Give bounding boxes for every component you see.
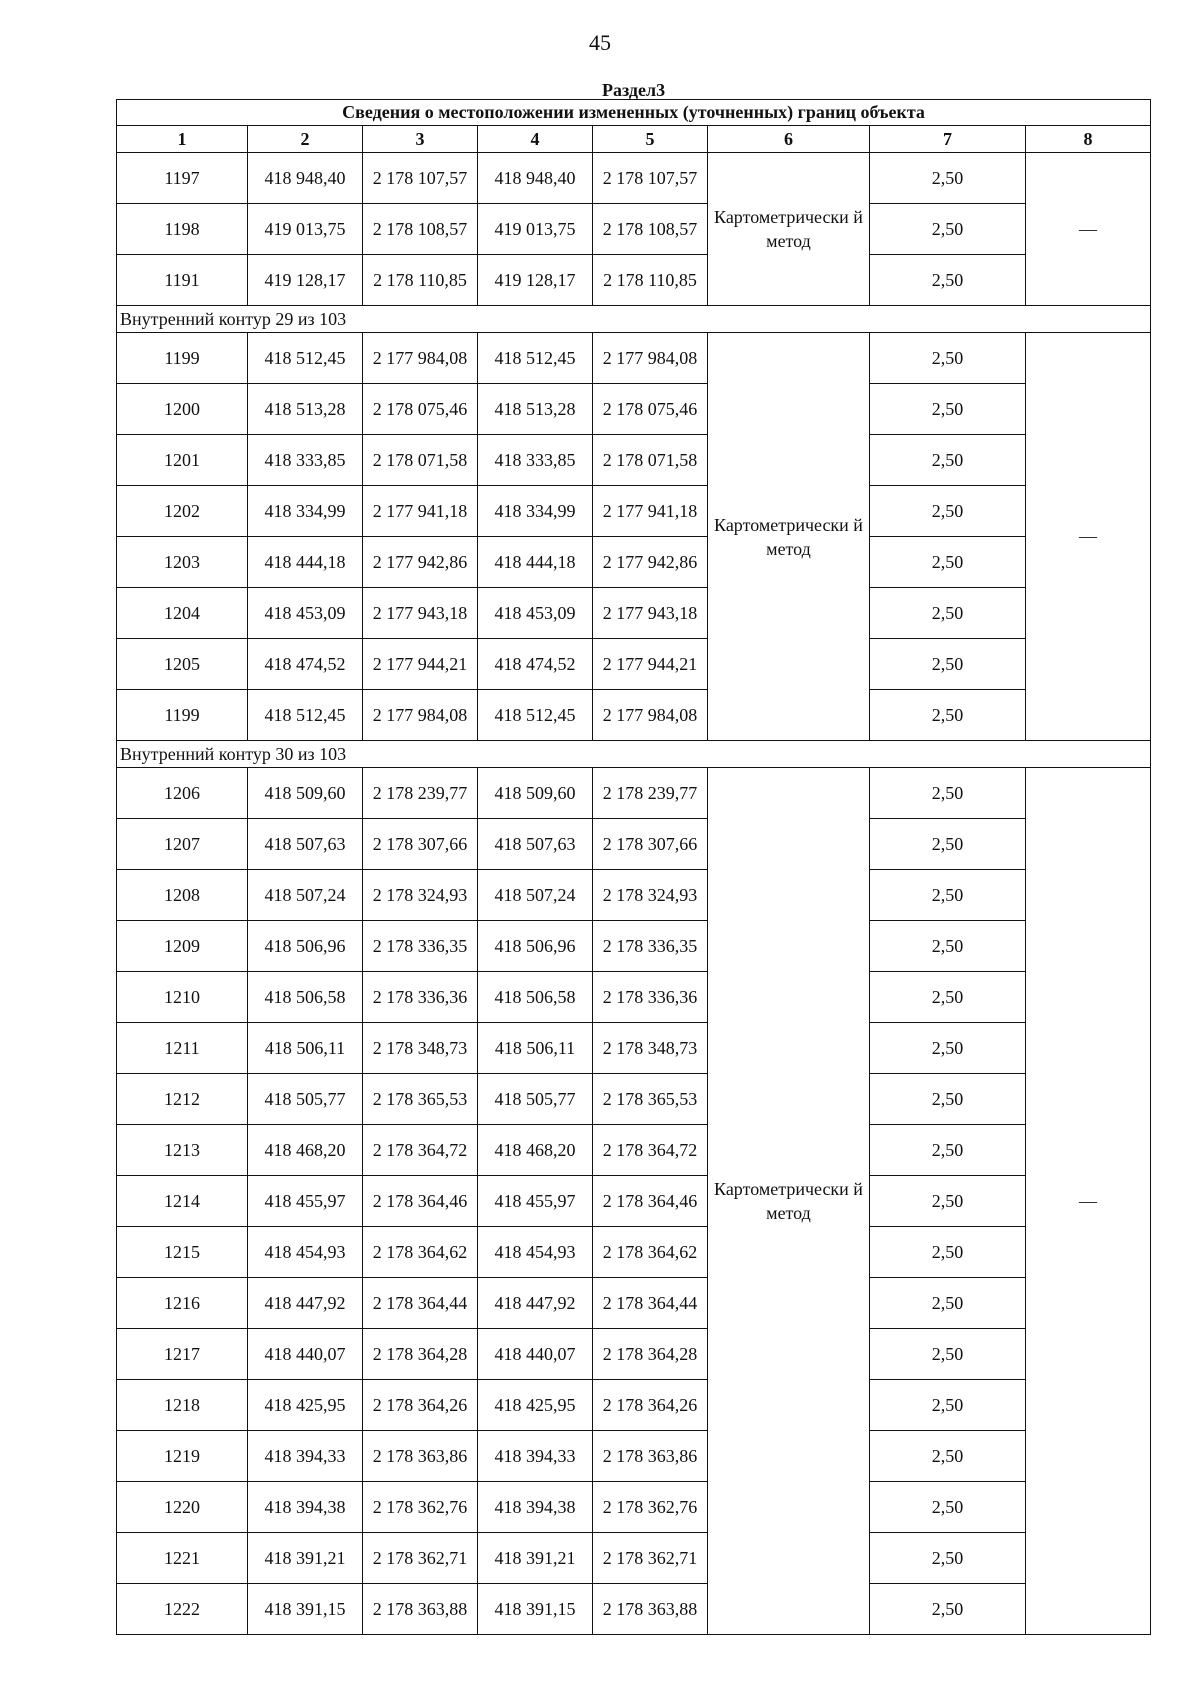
y-existing-cell: 2 178 239,77 [363, 768, 478, 819]
y-refined-cell: 2 178 364,28 [593, 1329, 708, 1380]
x-existing-cell: 419 128,17 [248, 255, 363, 306]
table-row [117, 204, 1151, 255]
y-existing-cell: 2 178 364,28 [363, 1329, 478, 1380]
y-refined-cell: 2 178 364,26 [593, 1380, 708, 1431]
accuracy-cell: 2,50 [870, 1380, 1026, 1431]
y-refined-cell: 2 178 324,93 [593, 870, 708, 921]
y-existing-cell: 2 178 362,71 [363, 1533, 478, 1584]
x-refined-cell: 418 447,92 [478, 1278, 593, 1329]
x-refined-cell: 418 474,52 [478, 639, 593, 690]
y-refined-cell: 2 178 108,57 [593, 204, 708, 255]
table-row [117, 1329, 1151, 1380]
y-refined-cell: 2 178 239,77 [593, 768, 708, 819]
table-row [117, 1380, 1151, 1431]
table-row [117, 537, 1151, 588]
x-existing-cell: 418 333,85 [248, 435, 363, 486]
point-number-cell: 1213 [117, 1125, 248, 1176]
x-refined-cell: 418 468,20 [478, 1125, 593, 1176]
accuracy-cell: 2,50 [870, 1278, 1026, 1329]
x-existing-cell: 418 509,60 [248, 768, 363, 819]
y-existing-cell: 2 177 943,18 [363, 588, 478, 639]
x-existing-cell: 418 468,20 [248, 1125, 363, 1176]
y-refined-cell: 2 177 984,08 [593, 333, 708, 384]
table-row [117, 1533, 1151, 1584]
y-refined-cell: 2 178 348,73 [593, 1023, 708, 1074]
x-refined-cell: 418 512,45 [478, 333, 593, 384]
x-refined-cell: 418 509,60 [478, 768, 593, 819]
dash-cell: — [1026, 153, 1151, 306]
y-refined-cell: 2 177 942,86 [593, 537, 708, 588]
x-existing-cell: 418 391,21 [248, 1533, 363, 1584]
method-cell: Картометрически й метод [708, 333, 870, 741]
y-existing-cell: 2 178 108,57 [363, 204, 478, 255]
x-existing-cell: 418 440,07 [248, 1329, 363, 1380]
point-number-cell: 1205 [117, 639, 248, 690]
y-refined-cell: 2 177 943,18 [593, 588, 708, 639]
y-existing-cell: 2 178 348,73 [363, 1023, 478, 1074]
table-row [117, 1023, 1151, 1074]
accuracy-cell: 2,50 [870, 768, 1026, 819]
accuracy-cell: 2,50 [870, 435, 1026, 486]
dash-cell: — [1026, 333, 1151, 741]
accuracy-cell: 2,50 [870, 1074, 1026, 1125]
x-refined-cell: 418 507,24 [478, 870, 593, 921]
contour-header-row [117, 306, 1151, 333]
point-number-cell: 1203 [117, 537, 248, 588]
accuracy-cell: 2,50 [870, 1227, 1026, 1278]
x-existing-cell: 418 506,58 [248, 972, 363, 1023]
y-refined-cell: 2 178 362,71 [593, 1533, 708, 1584]
y-existing-cell: 2 178 075,46 [363, 384, 478, 435]
x-refined-cell: 418 506,96 [478, 921, 593, 972]
x-existing-cell: 419 013,75 [248, 204, 363, 255]
x-existing-cell: 418 506,96 [248, 921, 363, 972]
y-existing-cell: 2 178 362,76 [363, 1482, 478, 1533]
column-number-row [117, 126, 1151, 153]
x-existing-cell: 418 447,92 [248, 1278, 363, 1329]
boundary-coordinates-table [116, 81, 1151, 1635]
x-refined-cell: 418 333,85 [478, 435, 593, 486]
point-number-cell: 1197 [117, 153, 248, 204]
contour-label: Внутренний контур 29 из 103 [117, 306, 1151, 333]
point-number-cell: 1210 [117, 972, 248, 1023]
point-number-cell: 1204 [117, 588, 248, 639]
accuracy-cell: 2,50 [870, 204, 1026, 255]
x-refined-cell: 418 334,99 [478, 486, 593, 537]
x-existing-cell: 418 425,95 [248, 1380, 363, 1431]
column-number: 6 [708, 126, 870, 153]
column-number: 5 [593, 126, 708, 153]
point-number-cell: 1199 [117, 333, 248, 384]
x-existing-cell: 418 391,15 [248, 1584, 363, 1635]
table-row [117, 1125, 1151, 1176]
point-number-cell: 1220 [117, 1482, 248, 1533]
point-number-cell: 1209 [117, 921, 248, 972]
column-number: 3 [363, 126, 478, 153]
accuracy-cell: 2,50 [870, 1176, 1026, 1227]
x-refined-cell: 418 391,21 [478, 1533, 593, 1584]
y-existing-cell: 2 178 107,57 [363, 153, 478, 204]
point-number-cell: 1222 [117, 1584, 248, 1635]
table-row [117, 1584, 1151, 1635]
x-refined-cell: 418 455,97 [478, 1176, 593, 1227]
x-existing-cell: 418 394,33 [248, 1431, 363, 1482]
y-refined-cell: 2 178 364,44 [593, 1278, 708, 1329]
x-existing-cell: 418 394,38 [248, 1482, 363, 1533]
accuracy-cell: 2,50 [870, 384, 1026, 435]
x-refined-cell: 419 013,75 [478, 204, 593, 255]
x-refined-cell: 418 440,07 [478, 1329, 593, 1380]
table-row [117, 255, 1151, 306]
x-existing-cell: 418 513,28 [248, 384, 363, 435]
x-refined-cell: 419 128,17 [478, 255, 593, 306]
accuracy-cell: 2,50 [870, 972, 1026, 1023]
x-existing-cell: 418 474,52 [248, 639, 363, 690]
x-refined-cell: 418 453,09 [478, 588, 593, 639]
x-existing-cell: 418 455,97 [248, 1176, 363, 1227]
point-number-cell: 1206 [117, 768, 248, 819]
table-row [117, 1431, 1151, 1482]
point-number-cell: 1199 [117, 690, 248, 741]
table-row [117, 588, 1151, 639]
x-refined-cell: 418 394,38 [478, 1482, 593, 1533]
table-row [117, 1227, 1151, 1278]
y-existing-cell: 2 178 110,85 [363, 255, 478, 306]
y-refined-cell: 2 178 363,86 [593, 1431, 708, 1482]
point-number-cell: 1215 [117, 1227, 248, 1278]
table-title: Сведения о местоположении измененных (уточненных) границ объекта [117, 100, 1151, 126]
table-body [117, 81, 1151, 1635]
page-number: 45 [589, 30, 611, 55]
section-label-row [117, 81, 1151, 100]
table-row [117, 972, 1151, 1023]
y-refined-cell: 2 178 071,58 [593, 435, 708, 486]
y-existing-cell: 2 178 071,58 [363, 435, 478, 486]
y-existing-cell: 2 178 364,44 [363, 1278, 478, 1329]
y-refined-cell: 2 178 336,36 [593, 972, 708, 1023]
y-existing-cell: 2 178 364,46 [363, 1176, 478, 1227]
contour-label: Внутренний контур 30 из 103 [117, 741, 1151, 768]
x-refined-cell: 418 394,33 [478, 1431, 593, 1482]
point-number-cell: 1208 [117, 870, 248, 921]
table-title-row [117, 100, 1151, 126]
x-existing-cell: 418 512,45 [248, 690, 363, 741]
accuracy-cell: 2,50 [870, 1533, 1026, 1584]
y-refined-cell: 2 177 944,21 [593, 639, 708, 690]
table-row [117, 870, 1151, 921]
table-row [117, 768, 1151, 819]
y-existing-cell: 2 178 336,35 [363, 921, 478, 972]
x-refined-cell: 418 507,63 [478, 819, 593, 870]
column-number: 4 [478, 126, 593, 153]
table-row [117, 819, 1151, 870]
method-cell: Картометрически й метод [708, 153, 870, 306]
contour-header-row [117, 741, 1151, 768]
x-existing-cell: 418 454,93 [248, 1227, 363, 1278]
y-refined-cell: 2 178 110,85 [593, 255, 708, 306]
point-number-cell: 1221 [117, 1533, 248, 1584]
y-existing-cell: 2 178 364,62 [363, 1227, 478, 1278]
y-refined-cell: 2 178 075,46 [593, 384, 708, 435]
column-number: 8 [1026, 126, 1151, 153]
table-row [117, 153, 1151, 204]
table-row [117, 1482, 1151, 1533]
x-refined-cell: 418 506,58 [478, 972, 593, 1023]
accuracy-cell: 2,50 [870, 333, 1026, 384]
y-existing-cell: 2 178 324,93 [363, 870, 478, 921]
x-existing-cell: 418 507,63 [248, 819, 363, 870]
y-existing-cell: 2 177 944,21 [363, 639, 478, 690]
y-refined-cell: 2 178 307,66 [593, 819, 708, 870]
dash-cell: — [1026, 768, 1151, 1635]
point-number-cell: 1207 [117, 819, 248, 870]
table-row [117, 1074, 1151, 1125]
x-existing-cell: 418 453,09 [248, 588, 363, 639]
section-label: Раздел3 [602, 81, 666, 100]
y-existing-cell: 2 178 336,36 [363, 972, 478, 1023]
table-row [117, 639, 1151, 690]
y-existing-cell: 2 178 363,88 [363, 1584, 478, 1635]
x-refined-cell: 418 505,77 [478, 1074, 593, 1125]
point-number-cell: 1214 [117, 1176, 248, 1227]
table-row [117, 1176, 1151, 1227]
y-refined-cell: 2 177 984,08 [593, 690, 708, 741]
y-existing-cell: 2 178 365,53 [363, 1074, 478, 1125]
y-refined-cell: 2 178 363,88 [593, 1584, 708, 1635]
point-number-cell: 1200 [117, 384, 248, 435]
accuracy-cell: 2,50 [870, 255, 1026, 306]
accuracy-cell: 2,50 [870, 690, 1026, 741]
y-existing-cell: 2 178 364,26 [363, 1380, 478, 1431]
x-existing-cell: 418 506,11 [248, 1023, 363, 1074]
point-number-cell: 1216 [117, 1278, 248, 1329]
point-number-cell: 1191 [117, 255, 248, 306]
table-row [117, 921, 1151, 972]
accuracy-cell: 2,50 [870, 1482, 1026, 1533]
y-existing-cell: 2 178 307,66 [363, 819, 478, 870]
y-existing-cell: 2 177 984,08 [363, 690, 478, 741]
y-existing-cell: 2 177 942,86 [363, 537, 478, 588]
y-refined-cell: 2 178 107,57 [593, 153, 708, 204]
y-refined-cell: 2 178 362,76 [593, 1482, 708, 1533]
x-refined-cell: 418 948,40 [478, 153, 593, 204]
x-existing-cell: 418 512,45 [248, 333, 363, 384]
table-row [117, 435, 1151, 486]
y-existing-cell: 2 177 984,08 [363, 333, 478, 384]
accuracy-cell: 2,50 [870, 588, 1026, 639]
accuracy-cell: 2,50 [870, 153, 1026, 204]
y-existing-cell: 2 178 364,72 [363, 1125, 478, 1176]
accuracy-cell: 2,50 [870, 1125, 1026, 1176]
y-existing-cell: 2 178 363,86 [363, 1431, 478, 1482]
y-refined-cell: 2 178 365,53 [593, 1074, 708, 1125]
column-number: 7 [870, 126, 1026, 153]
column-number: 2 [248, 126, 363, 153]
x-refined-cell: 418 506,11 [478, 1023, 593, 1074]
table-row [117, 690, 1151, 741]
x-existing-cell: 418 948,40 [248, 153, 363, 204]
method-cell: Картометрически й метод [708, 768, 870, 1635]
x-existing-cell: 418 334,99 [248, 486, 363, 537]
y-existing-cell: 2 177 941,18 [363, 486, 478, 537]
y-refined-cell: 2 178 364,62 [593, 1227, 708, 1278]
point-number-cell: 1202 [117, 486, 248, 537]
accuracy-cell: 2,50 [870, 921, 1026, 972]
column-number: 1 [117, 126, 248, 153]
table-row [117, 486, 1151, 537]
point-number-cell: 1217 [117, 1329, 248, 1380]
x-refined-cell: 418 513,28 [478, 384, 593, 435]
point-number-cell: 1219 [117, 1431, 248, 1482]
point-number-cell: 1212 [117, 1074, 248, 1125]
x-refined-cell: 418 512,45 [478, 690, 593, 741]
accuracy-cell: 2,50 [870, 819, 1026, 870]
x-existing-cell: 418 507,24 [248, 870, 363, 921]
x-refined-cell: 418 444,18 [478, 537, 593, 588]
accuracy-cell: 2,50 [870, 1431, 1026, 1482]
accuracy-cell: 2,50 [870, 870, 1026, 921]
accuracy-cell: 2,50 [870, 537, 1026, 588]
x-refined-cell: 418 391,15 [478, 1584, 593, 1635]
y-refined-cell: 2 178 364,46 [593, 1176, 708, 1227]
table-row [117, 1278, 1151, 1329]
x-existing-cell: 418 505,77 [248, 1074, 363, 1125]
accuracy-cell: 2,50 [870, 639, 1026, 690]
y-refined-cell: 2 178 364,72 [593, 1125, 708, 1176]
x-refined-cell: 418 425,95 [478, 1380, 593, 1431]
y-refined-cell: 2 178 336,35 [593, 921, 708, 972]
y-refined-cell: 2 177 941,18 [593, 486, 708, 537]
point-number-cell: 1201 [117, 435, 248, 486]
x-refined-cell: 418 454,93 [478, 1227, 593, 1278]
table-row [117, 333, 1151, 384]
accuracy-cell: 2,50 [870, 486, 1026, 537]
accuracy-cell: 2,50 [870, 1329, 1026, 1380]
point-number-cell: 1218 [117, 1380, 248, 1431]
accuracy-cell: 2,50 [870, 1584, 1026, 1635]
table-row [117, 384, 1151, 435]
x-existing-cell: 418 444,18 [248, 537, 363, 588]
point-number-cell: 1211 [117, 1023, 248, 1074]
accuracy-cell: 2,50 [870, 1023, 1026, 1074]
point-number-cell: 1198 [117, 204, 248, 255]
